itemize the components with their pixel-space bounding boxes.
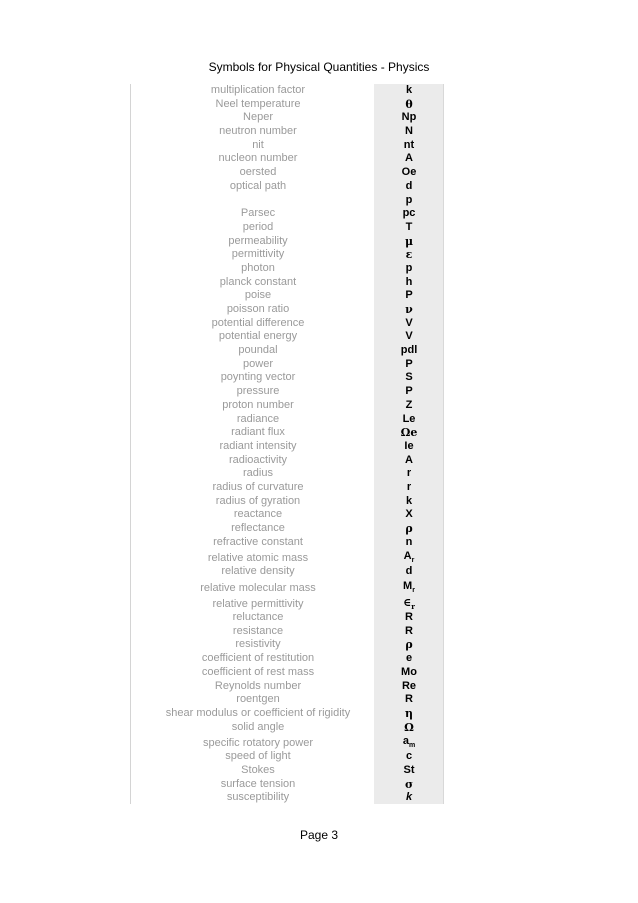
symbol-text: μ — [404, 234, 414, 248]
symbol-text: η — [405, 706, 413, 720]
quantity-symbol — [374, 508, 444, 522]
table-row — [0, 221, 638, 235]
symbol-text: a — [402, 735, 409, 748]
quantity-symbol — [374, 426, 444, 440]
symbol-text: nt — [403, 138, 415, 151]
symbol-subscript: m — [408, 742, 416, 750]
quantity-name: radiant intensity — [219, 439, 297, 452]
symbol-subscript: r — [412, 587, 415, 595]
table-row — [0, 666, 638, 680]
table-row — [0, 262, 638, 276]
quantity-name: period — [242, 220, 274, 233]
symbol-text: R — [405, 611, 413, 624]
table-row — [0, 522, 638, 536]
quantity-name: resistivity — [235, 638, 281, 651]
quantity-name: solid angle — [231, 720, 285, 733]
quantity-name: refractive constant — [213, 535, 303, 548]
quantity-symbol — [374, 358, 444, 372]
table-row — [0, 611, 638, 625]
table-row — [0, 707, 638, 721]
table-row — [0, 194, 638, 208]
table-row — [0, 180, 638, 194]
quantity-name: poise — [244, 289, 272, 302]
quantity-name: radiant flux — [231, 426, 285, 439]
symbol-text: ρ — [405, 638, 413, 652]
quantity-name: potential difference — [211, 316, 305, 329]
table-row — [0, 289, 638, 303]
quantity-name: nit — [252, 138, 264, 151]
quantity-symbol — [374, 330, 444, 344]
symbol-text: P — [405, 385, 413, 398]
table-row — [0, 440, 638, 454]
symbol-text: e — [405, 652, 413, 665]
table-row — [0, 385, 638, 399]
table-row — [0, 652, 638, 666]
quantity-symbol — [374, 778, 444, 792]
table-row — [0, 276, 638, 290]
table-row — [0, 467, 638, 481]
quantity-name: roentgen — [236, 693, 280, 706]
quantity-symbol — [374, 693, 444, 707]
symbol-text: Np — [401, 111, 417, 124]
quantity-name: relative atomic mass — [207, 552, 309, 565]
table-row — [0, 235, 638, 249]
quantity-symbol — [374, 481, 444, 495]
symbol-text: Mo — [401, 665, 417, 678]
quantity-name: reactance — [233, 508, 283, 521]
symbol-text: Le — [402, 412, 416, 425]
quantity-name: Parsec — [240, 207, 276, 220]
quantity-name: potential energy — [218, 330, 298, 343]
quantity-symbol — [374, 440, 444, 454]
page-header: Symbols for Physical Quantities - Physics — [208, 60, 430, 74]
quantity-symbol — [374, 248, 444, 262]
table-row — [0, 721, 638, 735]
quantity-name: poynting vector — [220, 371, 296, 384]
table-row — [0, 625, 638, 639]
symbol-text: d — [405, 179, 413, 192]
quantity-name: radius — [243, 467, 273, 480]
quantity-symbol — [374, 344, 444, 358]
symbol-text: N — [405, 125, 413, 138]
quantity-symbol — [374, 791, 444, 805]
symbol-text: pdl — [400, 344, 418, 357]
table-row — [0, 330, 638, 344]
symbol-text: θ — [405, 97, 413, 111]
quantity-symbol — [374, 385, 444, 399]
quantity-name: nucleon number — [218, 152, 298, 165]
symbol-text: Ie — [404, 439, 414, 452]
quantity-name: radius of curvature — [212, 480, 304, 493]
symbol-text: A — [403, 550, 412, 563]
quantity-name: poundal — [238, 344, 278, 357]
symbol-text: M — [403, 580, 413, 593]
quantity-symbol — [374, 166, 444, 180]
table-row — [0, 152, 638, 166]
quantity-symbol — [374, 413, 444, 427]
quantity-symbol — [374, 152, 444, 166]
table-row — [0, 139, 638, 153]
quantity-name: Stokes — [241, 763, 275, 776]
quantity-name: power — [243, 357, 273, 370]
quantity-symbol — [374, 371, 444, 385]
quantity-symbol — [374, 317, 444, 331]
quantity-name: Reynolds number — [214, 679, 302, 692]
quantity-symbol — [374, 139, 444, 153]
table-row — [0, 303, 638, 317]
quantity-name: coefficient of restitution — [201, 652, 315, 665]
table-row — [0, 638, 638, 652]
quantity-symbol — [374, 276, 444, 290]
table-row — [0, 778, 638, 792]
quantity-name: speed of light — [225, 750, 291, 763]
quantity-symbol — [374, 111, 444, 125]
symbol-text: p — [405, 261, 413, 274]
symbol-text: k — [405, 791, 413, 804]
symbol-text: Ω — [404, 720, 414, 734]
quantity-name: radiance — [236, 412, 280, 425]
symbol-text: T — [405, 220, 413, 233]
table-row — [0, 481, 638, 495]
symbol-text: X — [405, 508, 413, 521]
page-footer: Page 3 — [299, 828, 339, 842]
table-row — [0, 358, 638, 372]
quantity-symbol — [374, 125, 444, 139]
table-row — [0, 399, 638, 413]
table-row — [0, 495, 638, 509]
quantity-symbol — [374, 303, 444, 317]
quantity-symbol — [374, 399, 444, 413]
symbol-text: Z — [405, 398, 413, 411]
symbol-text: n — [405, 535, 413, 548]
quantity-name: specific rotatory power — [202, 737, 314, 750]
symbol-subscript: r — [411, 602, 415, 612]
symbol-text: k — [405, 494, 413, 507]
symbol-text: ∈ — [403, 596, 412, 610]
symbol-text: P — [405, 289, 413, 302]
quantity-symbol — [374, 707, 444, 721]
symbol-text: d — [405, 565, 413, 578]
quantity-symbol — [374, 495, 444, 509]
quantity-name: reluctance — [232, 611, 284, 624]
quantity-name: relative density — [221, 565, 295, 578]
quantity-symbol — [374, 194, 444, 208]
table-row — [0, 207, 638, 221]
symbol-text: k — [405, 84, 413, 96]
quantity-symbol — [374, 235, 444, 249]
quantity-symbol — [374, 289, 444, 303]
quantity-name: shear modulus or coefficient of rigidity — [165, 706, 351, 719]
quantity-symbol — [374, 721, 444, 735]
quantity-symbol — [374, 454, 444, 468]
quantity-name: pressure — [236, 385, 280, 398]
quantity-name: proton number — [222, 398, 294, 411]
quantity-symbol — [374, 467, 444, 481]
table-row — [0, 125, 638, 139]
symbol-text: ε — [405, 248, 413, 262]
table-row — [0, 693, 638, 707]
quantity-name: surface tension — [220, 777, 296, 790]
quantity-symbol — [374, 207, 444, 221]
table-row — [0, 680, 638, 694]
quantity-name: photon — [241, 261, 275, 274]
table-row — [0, 734, 638, 750]
table-row — [0, 549, 638, 565]
quantity-symbol — [374, 764, 444, 778]
symbol-text: V — [405, 330, 413, 343]
quantity-name: optical path — [229, 179, 287, 192]
quantity-name: neutron number — [219, 125, 297, 138]
symbol-text: A — [405, 453, 413, 466]
quantity-symbol — [374, 262, 444, 276]
table-row — [0, 454, 638, 468]
symbol-subscript: r — [411, 557, 415, 565]
quantity-name: Neel temperature — [215, 97, 301, 110]
quantity-symbol — [374, 522, 444, 536]
table-row — [0, 750, 638, 764]
symbol-text: Ωe — [400, 426, 418, 440]
symbol-text: R — [405, 624, 413, 637]
table-row — [0, 791, 638, 805]
symbol-text: P — [405, 357, 413, 370]
quantity-symbol — [374, 666, 444, 680]
quantity-symbol — [374, 638, 444, 652]
quantity-name: radius of gyration — [215, 494, 301, 507]
quantity-name: relative permittivity — [212, 598, 304, 611]
table-row — [0, 344, 638, 358]
symbols-table — [0, 84, 638, 805]
table-row — [0, 595, 638, 611]
symbol-text: r — [406, 480, 412, 493]
table-row — [0, 84, 638, 98]
table-row — [0, 536, 638, 550]
table-row — [0, 317, 638, 331]
quantity-name: Neper — [243, 111, 273, 124]
quantity-name: coefficient of rest mass — [201, 665, 315, 678]
symbol-text: c — [405, 750, 413, 763]
quantity-symbol — [374, 652, 444, 666]
quantity-name: relative molecular mass — [200, 582, 316, 595]
table-row — [0, 111, 638, 125]
symbol-text: Re — [401, 679, 417, 692]
symbol-text: V — [405, 316, 413, 329]
symbol-text: σ — [404, 777, 414, 791]
quantity-symbol — [374, 680, 444, 694]
table-row — [0, 166, 638, 180]
symbol-text: r — [406, 467, 412, 480]
quantity-name: radioactivity — [228, 453, 288, 466]
quantity-symbol — [374, 180, 444, 194]
table-row — [0, 565, 638, 579]
symbol-text: p — [405, 193, 413, 206]
symbol-text: ρ — [405, 522, 413, 535]
quantity-name: oersted — [239, 166, 277, 179]
quantity-name: permeability — [228, 234, 288, 247]
table-row — [0, 508, 638, 522]
symbol-text: ν — [405, 303, 413, 316]
table-row — [0, 248, 638, 262]
quantity-symbol — [374, 625, 444, 639]
table-row — [0, 371, 638, 385]
table-row — [0, 579, 638, 595]
quantity-symbol — [374, 565, 444, 579]
quantity-name: multiplication factor — [210, 84, 306, 96]
quantity-symbol — [374, 536, 444, 550]
symbol-text: A — [405, 152, 413, 165]
symbol-text: S — [405, 371, 413, 384]
quantity-symbol — [374, 750, 444, 764]
quantity-symbol — [374, 84, 444, 98]
quantity-name: planck constant — [219, 275, 297, 288]
quantity-symbol — [374, 221, 444, 235]
symbol-text: R — [405, 693, 413, 706]
quantity-symbol — [374, 611, 444, 625]
symbol-text: pc — [402, 207, 416, 220]
quantity-name: poisson ratio — [226, 303, 290, 315]
table-row — [0, 426, 638, 440]
quantity-name: reflectance — [231, 522, 285, 534]
quantity-name: susceptibility — [226, 791, 290, 804]
symbol-text: Oe — [401, 166, 417, 179]
quantity-name: resistance — [232, 624, 284, 637]
symbol-text: h — [405, 275, 413, 288]
table-row — [0, 413, 638, 427]
table-row — [0, 98, 638, 112]
symbol-text: St — [403, 763, 415, 776]
table-row — [0, 764, 638, 778]
quantity-name: permittivity — [231, 248, 285, 261]
quantity-symbol — [374, 98, 444, 112]
